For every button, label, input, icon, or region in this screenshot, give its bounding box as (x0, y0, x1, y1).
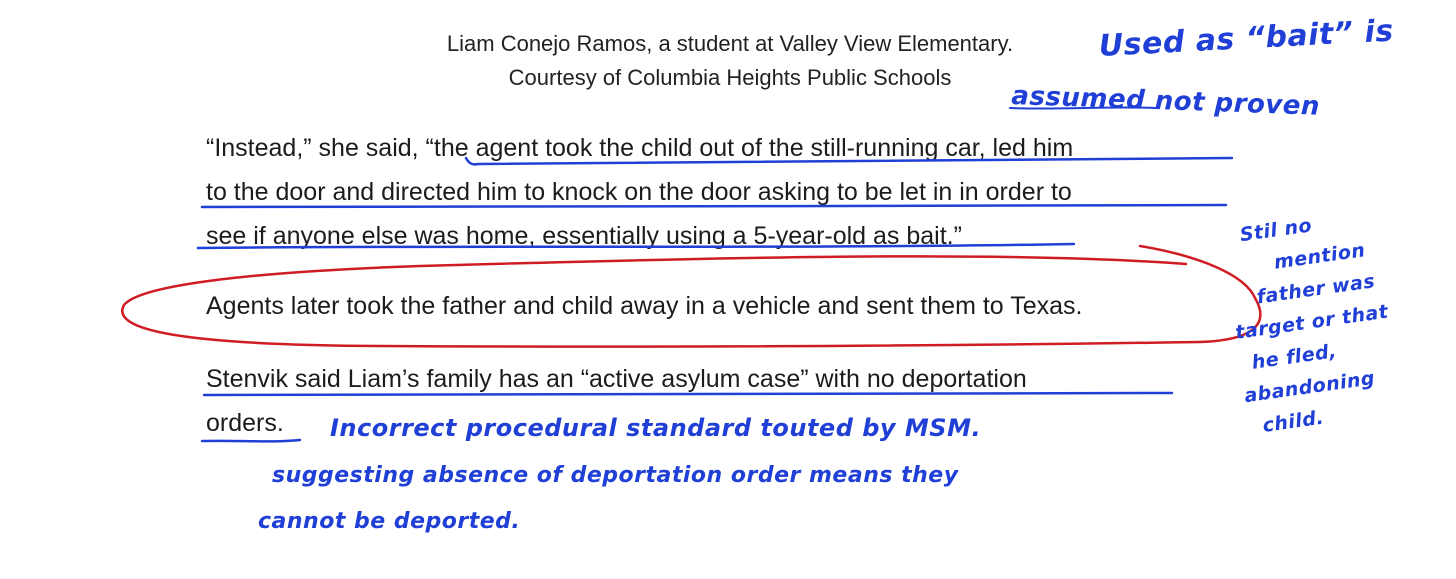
note-line: cannot be deported. (258, 509, 521, 534)
handwritten-note-procedural (330, 410, 981, 446)
note-line: abandoning (1242, 367, 1377, 408)
caption-line-credit: Courtesy of Columbia Heights Public Schools (508, 65, 952, 90)
note-line: assumed not proven (1010, 80, 1321, 122)
paragraph-line: Agents later took the father and child away in a vehicle and sent them to Texas. (206, 292, 1083, 320)
note-line: Stil no (1238, 214, 1314, 247)
paragraph-line: to the door and directed him to knock on the door asking to be let in in order to (206, 178, 1072, 206)
handwritten-note-procedural-2 (258, 453, 959, 545)
paragraph-line: orders. (206, 409, 284, 437)
caption-line-name: Liam Conejo Ramos, a student at Valley View Elementary. (446, 31, 1014, 56)
note-line: Incorrect procedural standard touted by MSM. (330, 414, 982, 442)
note-line: Used as “bait” is (1097, 13, 1395, 64)
note-line: suggesting absence of deportation order means they (272, 463, 959, 488)
handwritten-note-mention (1220, 201, 1404, 444)
note-line: father was (1255, 270, 1377, 309)
handwritten-note-bait (1098, 15, 1394, 64)
paragraph-line: Stenvik said Liam’s family has an “active asylum case” with no deportation (206, 365, 1027, 393)
handwritten-note-bait-2 (1011, 80, 1321, 123)
article-paragraph-quote (206, 126, 1073, 258)
note-line: child. (1261, 406, 1326, 437)
paragraph-line: see if anyone else was home, essentially using a 5-year-old as bait.” (206, 222, 962, 250)
article-paragraph-texas (206, 284, 1082, 328)
note-line: he fled, (1250, 340, 1339, 374)
note-line: target or that (1234, 300, 1390, 344)
image-caption (330, 27, 1130, 95)
paragraph-line: “Instead,” she said, “the agent took the child out of the still-running car, led him (206, 134, 1074, 162)
note-line: mention (1272, 239, 1367, 274)
